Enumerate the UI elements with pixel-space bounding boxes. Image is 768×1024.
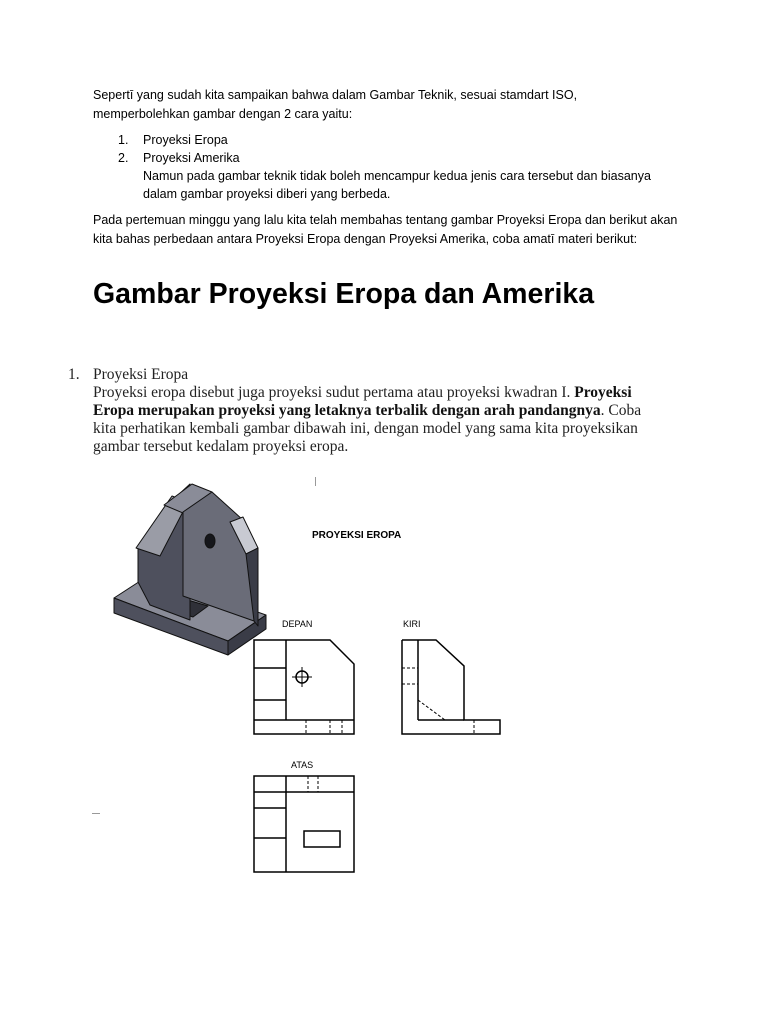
list-number: 1.	[118, 133, 129, 147]
top-view	[254, 776, 354, 872]
label-kiri: KIRI	[403, 619, 421, 629]
section-text-bold: Proyeksi Eropa merupakan proyeksi yang letaknya terbalik dengan arah pandangnya	[93, 384, 632, 419]
paragraph-2: Pada pertemuan minggu yang lalu kita telah membahas tentang gambar Proyeksi Eropa dan berikut akan kita bahas perbedaan antara Proyeksi Eropa dengan Proyeksi Amerika, coba amatī materi berikut:	[93, 213, 678, 246]
page-heading: Gambar Proyeksi Eropa dan Amerika	[93, 278, 595, 310]
stray-dash	[92, 813, 100, 814]
section-text-a: Proyeksi eropa disebut juga proyeksi sudut pertama atau proyeksi kwadran I.	[93, 384, 571, 401]
label-atas: ATAS	[291, 760, 314, 770]
isometric-solid	[114, 484, 266, 655]
figure-title: PROYEKSI EROPA	[312, 530, 402, 541]
section-number: 1.	[68, 366, 80, 383]
list-label: Proyeksi Amerika	[143, 151, 240, 165]
intro-line-2: memperbolehkan gambar dengan 2 cara yaitu:	[93, 107, 353, 121]
methods-note: Namun pada gambar teknik tidak boleh mencampur kedua jenis cara tersebut dan biasanya dalam gambar proyeksi diberi yang berbeda.	[143, 169, 651, 201]
section-title: Proyeksi Eropa	[93, 366, 189, 383]
list-label: Proyeksi Eropa	[143, 133, 228, 147]
intro-line-1: Sepertī yang sudah kita sampaikan bahwa dalam Gambar Teknik, sesuai stamdart ISO,	[93, 88, 578, 102]
label-depan: DEPAN	[282, 619, 313, 629]
front-view	[254, 640, 354, 734]
list-number: 2.	[118, 151, 129, 165]
left-view	[402, 640, 500, 734]
section-text-b: . Coba kita perhatikan kembali gambar dibawah ini, dengan model yang sama kita proyeksikan gambar tersebut kedalam proyeksi eropa.	[93, 402, 642, 455]
